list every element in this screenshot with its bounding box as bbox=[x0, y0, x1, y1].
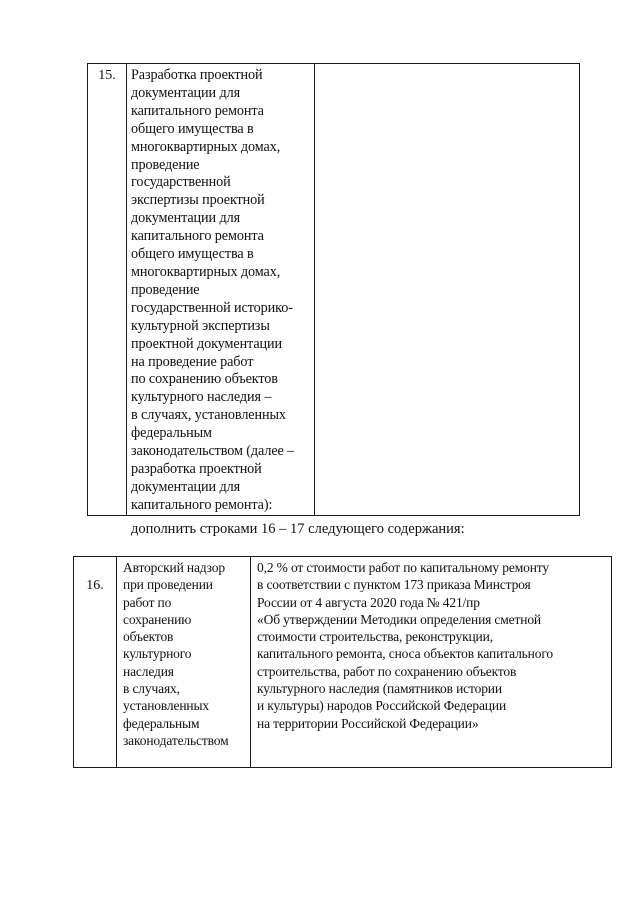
item-value-cell bbox=[251, 557, 612, 768]
table-row-16 bbox=[73, 556, 612, 768]
item-name: Авторский надзор при проведении работ по сохранению объектов культурного наследия в случаях, установленных федеральным законодательством bbox=[123, 560, 229, 748]
intro-sentence: дополнить строками 16 – 17 следующего содержания: bbox=[131, 521, 465, 537]
item-value-cell bbox=[315, 64, 580, 516]
row-number: 16. bbox=[86, 578, 104, 593]
item-name: Разработка проектной документации для капитального ремонта общего имущества в многоквартирных домах, проведение государственной экспертизы проектной документации для капитального ремонта общего имущества в многоквартирных домах, проведение государственной историко- культурной экспертизы проектной документации на проведение работ по сохранению объектов культурного наследия – в случаях, установленных федеральным законодательством (далее – разработка проектной документации для капитального ремонта): bbox=[131, 67, 295, 513]
row-number: 15. bbox=[98, 68, 116, 83]
table-row bbox=[88, 64, 580, 516]
row-number-cell bbox=[88, 64, 127, 516]
table-row-15 bbox=[87, 63, 580, 516]
item-value: 0,2 % от стоимости работ по капитальному ремонту в соответствии с пунктом 173 приказа Минстроя России от 4 августа 2020 года № 421/пр «Об утверждении Методики определения сметной стоимости строительства, реконструкции, капитального ремонта, сноса объектов капитального строительства, работ по сохранению объектов культурного наследия (памятников истории и культуры) народов Российской Федерации на территории Российской Федерации» bbox=[257, 560, 553, 731]
table-row bbox=[74, 557, 612, 768]
item-name-cell bbox=[117, 557, 251, 768]
item-name-cell bbox=[127, 64, 315, 516]
row-number-cell bbox=[74, 557, 117, 768]
